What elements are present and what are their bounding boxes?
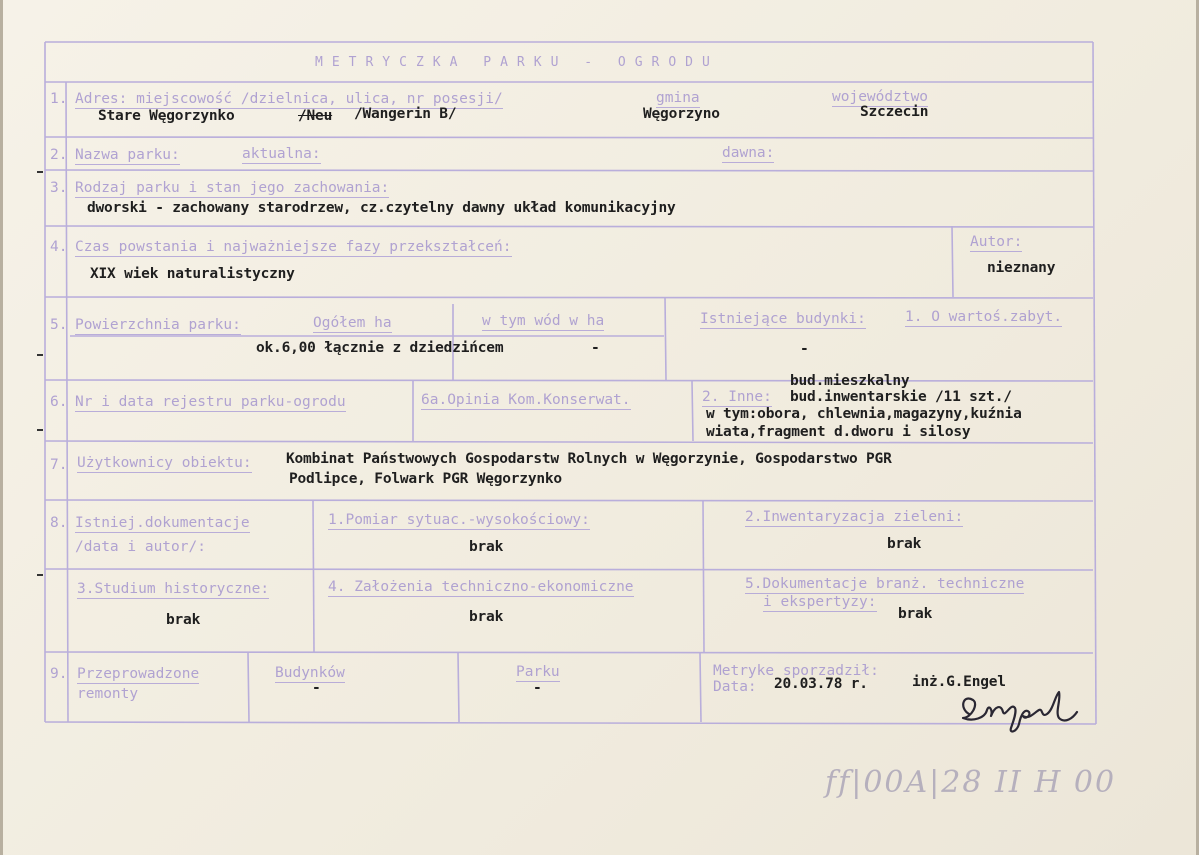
survey-value: brak: [469, 539, 504, 555]
park-renovations-value: -: [533, 680, 542, 696]
label-existing-buildings: Istniejące budynki:: [700, 311, 866, 327]
label-users: Użytkownicy obiektu:: [77, 455, 252, 471]
branch-documentation-value: brak: [898, 606, 933, 622]
label-park-renovations: Parku: [516, 664, 560, 680]
label-creation-time: Czas powstania i najważniejsze fazy przekształceń:: [75, 239, 512, 255]
handwritten-archive-note: ff|00A|28 II H 00: [825, 765, 1117, 800]
label-buildings-renovations: Budynków: [275, 665, 345, 681]
historic-buildings-value: -: [800, 341, 809, 357]
label-old-name: dawna:: [722, 145, 775, 161]
label-prepared-by: Metryke sporzadził:: [713, 663, 879, 679]
buildings-renovations-value: -: [312, 680, 321, 696]
technical-assumptions-value: brak: [469, 609, 504, 625]
other-buildings-line-4: wiata,fragment d.dworu i silosy: [706, 424, 971, 440]
row-number: 1.: [50, 91, 68, 107]
row-number: 9.: [50, 666, 68, 682]
other-buildings-line-3: w tym:obora, chlewnia,magazyny,kuźnia: [706, 406, 1022, 422]
historical-study-value: brak: [166, 612, 201, 628]
label-water-ha: w tym wód w ha: [482, 313, 605, 329]
other-buildings-line-2: bud.inwentarskie /11 szt./: [790, 389, 1012, 405]
address-value: Stare Węgorzynko: [98, 108, 235, 124]
row-number: 2.: [50, 147, 68, 163]
label-date: Data:: [713, 679, 757, 695]
label-park-type: Rodzaj parku i stan jego zachowania:: [75, 180, 390, 196]
creation-time-value: XIX wiek naturalistyczny: [90, 266, 295, 282]
gmina-value: Węgorzyno: [643, 106, 720, 122]
prepared-by-value: inż.G.Engel: [912, 674, 1006, 690]
row-number: 3.: [50, 180, 68, 196]
address-struck-value: /Neu: [298, 108, 333, 124]
label-opinion: 6a.Opinia Kom.Konserwat.: [421, 392, 631, 408]
row-number: 8.: [50, 515, 68, 531]
form-title: METRYCZKA PARKU - OGRODU: [315, 55, 719, 70]
label-total-ha: Ogółem ha: [313, 315, 392, 331]
label-renovations-2: remonty: [77, 686, 139, 702]
label-survey: 1.Pomiar sytuac.-wysokościowy:: [328, 512, 590, 528]
date-value: 20.03.78 r.: [774, 676, 868, 692]
address-value-2: /Wangerin B/: [354, 106, 457, 122]
users-value-line-2: Podlipce, Folwark PGR Węgorzynko: [289, 471, 562, 487]
greenery-inventory-value: brak: [887, 536, 922, 552]
label-wojewodztwo: województwo: [832, 89, 929, 105]
label-documentation-2: /data i autor/:: [75, 539, 206, 555]
users-value-line-1: Kombinat Państwowych Gospodarstw Rolnych w Węgorzynie, Gospodarstwo PGR: [286, 451, 892, 467]
park-type-value: dworski - zachowany starodrzew, cz.czytelny dawny układ komunikacyjny: [87, 200, 676, 216]
total-area-value: ok.6,00 łącznie z dziedzińcem: [256, 340, 504, 356]
label-other-buildings: 2. Inne:: [702, 389, 772, 405]
label-historic-buildings: 1. O wartoś.zabyt.: [905, 309, 1063, 325]
label-author: Autor:: [970, 234, 1023, 250]
row-number: 4.: [50, 239, 68, 255]
label-documentation: Istniej.dokumentacje: [75, 515, 250, 531]
row-number: 7.: [50, 457, 68, 473]
label-renovations: Przeprowadzone: [77, 666, 200, 682]
label-current-name: aktualna:: [242, 146, 321, 162]
water-area-value: -: [591, 340, 600, 356]
label-expertises: i ekspertyzy:: [763, 594, 877, 610]
other-buildings-line-1: bud.mieszkalny: [790, 373, 910, 389]
label-greenery-inventory: 2.Inwentaryzacja zieleni:: [745, 509, 964, 525]
label-historical-study: 3.Studium historyczne:: [77, 581, 270, 597]
label-address: Adres: miejscowość /dzielnica, ulica, nr posesji/: [75, 91, 503, 107]
author-value: nieznany: [987, 260, 1056, 276]
label-gmina: gmina: [656, 90, 700, 106]
label-technical-assumptions: 4. Założenia techniczno-ekonomiczne: [328, 579, 634, 595]
wojewodztwo-value: Szczecin: [860, 104, 929, 120]
label-branch-documentation: 5.Dokumentacje branż. techniczne: [745, 576, 1025, 592]
label-register: Nr i data rejestru parku-ogrodu: [75, 394, 346, 410]
label-park-name: Nazwa parku:: [75, 147, 180, 163]
row-number: 5.: [50, 317, 68, 333]
handwritten-signature: [955, 688, 1085, 740]
label-area: Powierzchnia parku:: [75, 317, 241, 333]
row-number: 6.: [50, 394, 68, 410]
